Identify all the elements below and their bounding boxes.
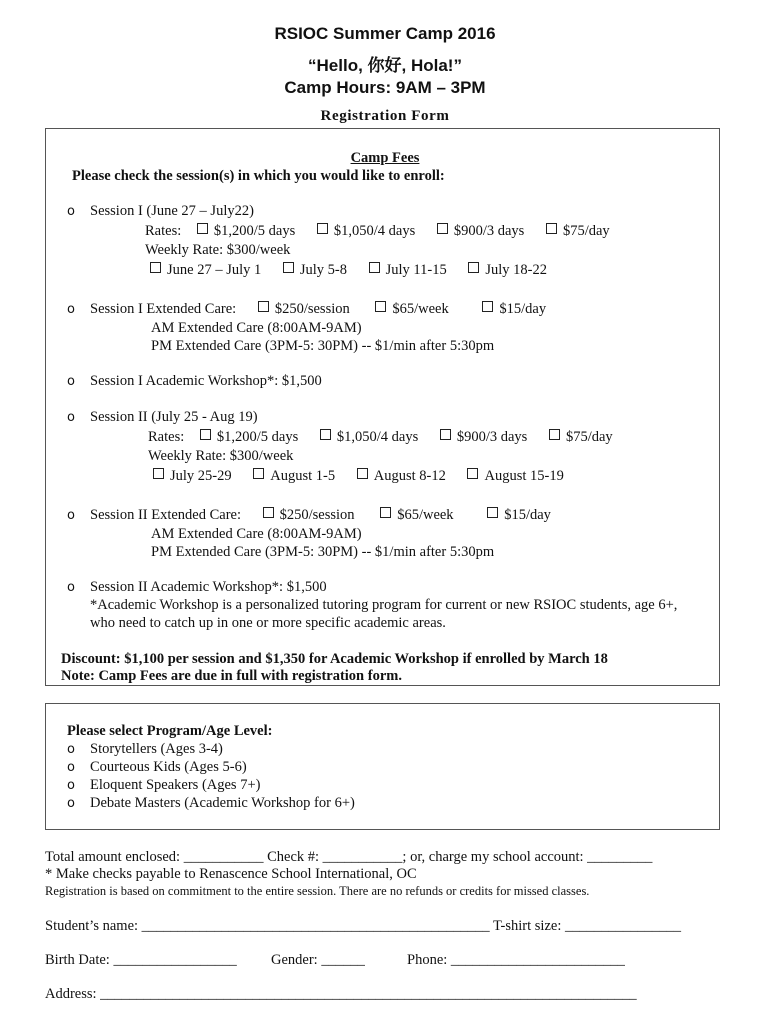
birth-date-field[interactable]: Birth Date: _________________ (45, 952, 237, 968)
session1-rate-5days[interactable]: $1,200/5 days (197, 223, 295, 240)
session2-rate-5days[interactable]: $1,200/5 days (200, 429, 298, 446)
phone-field[interactable]: Phone: ________________________ (407, 952, 625, 968)
checkbox-icon (380, 507, 391, 518)
session2-week-3[interactable]: August 8-12 (357, 468, 446, 485)
address-field[interactable]: Address: __________________________________________________________________________ (45, 986, 637, 1002)
session2-rate-4days[interactable]: $1,050/4 days (320, 429, 418, 446)
workshop-note-2: who need to catch up in one or more specific academic areas. (90, 615, 446, 631)
program-storytellers[interactable]: Storytellers (Ages 3-4) (90, 741, 223, 757)
camp-hours: Camp Hours: 9AM – 3PM (284, 78, 486, 97)
session2-ext-week[interactable]: $65/week (380, 507, 453, 524)
session1-weeks (150, 262, 565, 279)
registration-form-title: Registration Form (320, 108, 450, 124)
gender-field[interactable]: Gender: ______ (271, 952, 365, 968)
session2-ext-bullet: o (67, 508, 75, 523)
session1-extended-care (90, 301, 564, 318)
program-bullet: o (67, 778, 75, 793)
fees-due-note: Note: Camp Fees are due in full with registration form. (61, 668, 402, 684)
checkbox-icon (440, 429, 451, 440)
session2-week-2[interactable]: August 1-5 (253, 468, 335, 485)
session1-workshop-bullet: o (67, 374, 75, 389)
session2-ext-session[interactable]: $250/session (263, 507, 355, 524)
payment-total-line[interactable]: Total amount enclosed: ___________ Check #: ___________; or, charge my school account: _________ (45, 849, 653, 865)
checkbox-icon (320, 429, 331, 440)
session2-weeks (153, 468, 582, 485)
session1-am-care: AM Extended Care (8:00AM-9AM) (151, 320, 362, 336)
session2-ext-day[interactable]: $15/day (487, 507, 551, 524)
checkbox-icon (375, 301, 386, 312)
checkbox-icon (357, 468, 368, 479)
program-bullet: o (67, 760, 75, 775)
checkbox-icon (197, 223, 208, 234)
program-courteous-kids[interactable]: Courteous Kids (Ages 5-6) (90, 759, 247, 775)
program-bullet: o (67, 796, 75, 811)
enroll-instruction: Please check the session(s) in which you would like to enroll: (72, 168, 445, 184)
checkbox-icon (482, 301, 493, 312)
discount-text: Discount: $1,100 per session and $1,350 for Academic Workshop if enrolled by March 18 (61, 651, 608, 667)
camp-fees-title: Camp Fees (350, 150, 420, 166)
checkbox-icon (283, 262, 294, 273)
session2-pm-care: PM Extended Care (3PM-5: 30PM) -- $1/min after 5:30pm (151, 544, 495, 560)
session1-pm-care: PM Extended Care (3PM-5: 30PM) -- $1/min after 5:30pm (151, 338, 495, 354)
session1-weekly-rate: Weekly Rate: $300/week (145, 242, 291, 258)
checkbox-icon (150, 262, 161, 273)
session2-week-1[interactable]: July 25-29 (153, 468, 232, 485)
session1-ext-week[interactable]: $65/week (375, 301, 448, 318)
session2-am-care: AM Extended Care (8:00AM-9AM) (151, 526, 362, 542)
session1-ext-day[interactable]: $15/day (482, 301, 546, 318)
session2-rate-day[interactable]: $75/day (549, 429, 613, 446)
checkbox-icon (437, 223, 448, 234)
checkbox-icon (546, 223, 557, 234)
session1-rate-day[interactable]: $75/day (546, 223, 610, 240)
checkbox-icon (317, 223, 328, 234)
camp-title: RSIOC Summer Camp 2016 (274, 24, 496, 43)
session2-week-4[interactable]: August 15-19 (467, 468, 563, 485)
checkbox-icon (253, 468, 264, 479)
session1-bullet: o (67, 204, 75, 219)
rates-label: Rates: (148, 429, 185, 445)
session1-workshop[interactable]: Session I Academic Workshop*: $1,500 (90, 373, 322, 389)
session2-weekly-rate: Weekly Rate: $300/week (148, 448, 294, 464)
session2-bullet: o (67, 410, 75, 425)
rates-label: Rates: (145, 223, 182, 239)
session1-title: Session I (June 27 – July22) (90, 203, 254, 219)
session1-rate-4days[interactable]: $1,050/4 days (317, 223, 415, 240)
session2-workshop[interactable]: Session II Academic Workshop*: $1,500 (90, 579, 327, 595)
checkbox-icon (258, 301, 269, 312)
checkbox-icon (153, 468, 164, 479)
checkbox-icon (369, 262, 380, 273)
checkbox-icon (263, 507, 274, 518)
session1-rates (145, 223, 628, 240)
session1-ext-session[interactable]: $250/session (258, 301, 350, 318)
session2-rate-3days[interactable]: $900/3 days (440, 429, 527, 446)
session1-rate-3days[interactable]: $900/3 days (437, 223, 524, 240)
session2-extended-care (90, 507, 569, 524)
program-debate-masters[interactable]: Debate Masters (Academic Workshop for 6+) (90, 795, 355, 811)
session2-workshop-bullet: o (67, 580, 75, 595)
session1-ext-bullet: o (67, 302, 75, 317)
session1-week-1[interactable]: June 27 – July 1 (150, 262, 261, 279)
camp-greeting: “Hello, 你好, Hola!” (308, 56, 462, 75)
payment-checks-note: * Make checks payable to Renascence School International, OC (45, 866, 417, 882)
checkbox-icon (200, 429, 211, 440)
program-eloquent-speakers[interactable]: Eloquent Speakers (Ages 7+) (90, 777, 261, 793)
session1-week-2[interactable]: July 5-8 (283, 262, 347, 279)
student-name-line[interactable]: Student’s name: ________________________________________________ T-shirt size: ________________ (45, 918, 681, 934)
payment-policy: Registration is based on commitment to the entire session. There are no refunds or credits for missed classes. (45, 884, 590, 898)
session1-ext-title: Session I Extended Care: (90, 301, 237, 317)
session2-ext-title: Session II Extended Care: (90, 507, 242, 523)
workshop-note-1: *Academic Workshop is a personalized tutoring program for current or new RSIOC students, age 6+, (90, 597, 678, 613)
session2-rates (148, 429, 631, 446)
checkbox-icon (468, 262, 479, 273)
session1-week-3[interactable]: July 11-15 (369, 262, 447, 279)
checkbox-icon (467, 468, 478, 479)
checkbox-icon (487, 507, 498, 518)
session2-title: Session II (July 25 - Aug 19) (90, 409, 258, 425)
program-title: Please select Program/Age Level: (67, 723, 273, 739)
session1-week-4[interactable]: July 18-22 (468, 262, 547, 279)
checkbox-icon (549, 429, 560, 440)
program-bullet: o (67, 742, 75, 757)
